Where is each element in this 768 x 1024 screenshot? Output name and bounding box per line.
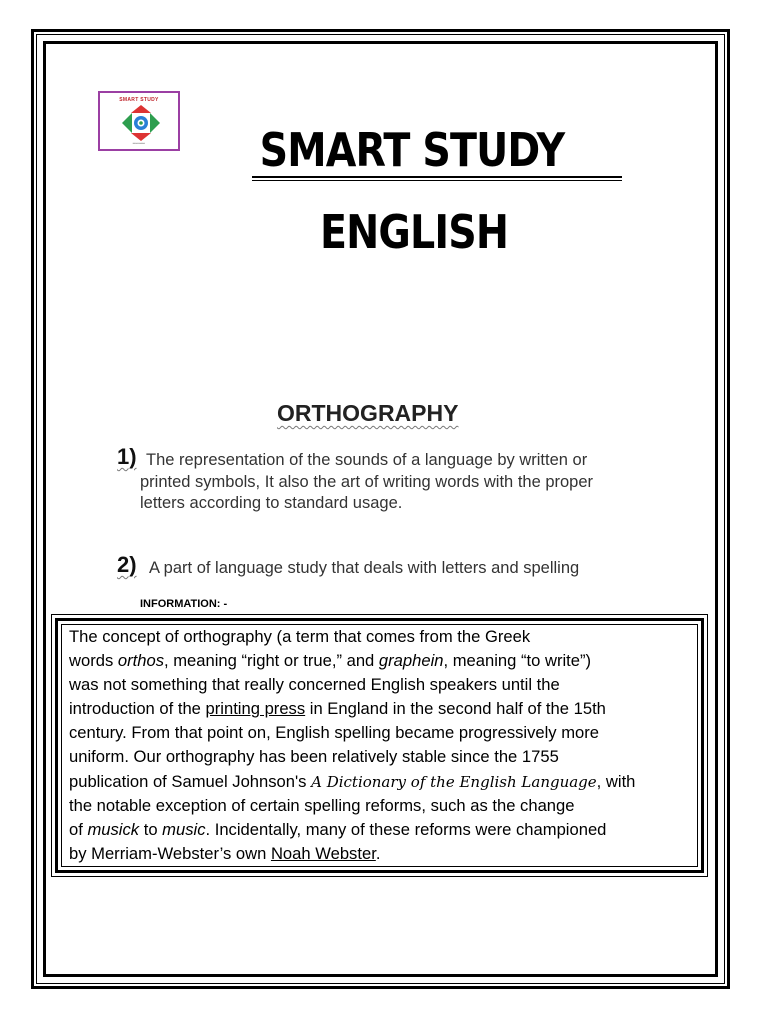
page-title: SMART STUDY	[259, 123, 565, 177]
printing-press-link[interactable]: printing press	[205, 699, 306, 719]
info-line: by Merriam-Webster’s own Noah Webster.	[69, 843, 381, 863]
topic-heading: ORTHOGRAPHY	[277, 400, 459, 426]
info-line: was not something that really concerned English speakers until the	[69, 675, 560, 695]
definition-1-text	[140, 450, 680, 515]
dictionary-title: A Dictionary of the English Language	[311, 772, 597, 791]
info-line: uniform. Our orthography has been relatively stable since the 1755	[69, 747, 559, 767]
info-line: the notable exception of certain spelling reforms, such as the change	[69, 795, 575, 815]
definition-1-line: The representation of the sounds of a language by written or	[146, 451, 588, 469]
greek-word-orthos: orthos	[117, 651, 164, 671]
title-underline-thin	[252, 180, 622, 181]
info-line: words orthos, meaning “right or true,” and graphein, meaning “to write”)	[69, 651, 592, 671]
noah-webster-link[interactable]: Noah Webster	[270, 843, 376, 863]
definition-2-number: 2)	[117, 552, 137, 577]
info-line: The concept of orthography (a term that comes from the Greek	[69, 627, 531, 646]
logo-emblem-icon	[120, 103, 162, 143]
smart-study-logo	[98, 91, 180, 151]
title-underline	[252, 176, 622, 178]
subject-heading: ENGLISH	[320, 205, 509, 259]
definition-1-number: 1)	[117, 444, 137, 469]
information-paragraph	[69, 625, 689, 866]
definition-1-line: letters according to standard usage.	[140, 494, 403, 512]
word-musick: musick	[87, 819, 140, 839]
logo-text: SMART STUDY	[119, 97, 159, 103]
information-label: INFORMATION: -	[140, 598, 228, 610]
info-line: introduction of the printing press in England in the second half of the 15th	[69, 699, 606, 719]
info-line: publication of Samuel Johnson's A Dictionary of the English Language, with	[69, 771, 636, 791]
word-music: music	[162, 819, 206, 839]
logo-tagline: ▪▪▪▪▪▪▪▪▪▪▪▪▪▪	[132, 142, 146, 145]
definition-1-line: printed symbols, It also the art of writing words with the proper	[140, 472, 594, 491]
info-line: century. From that point on, English spelling became progressively more	[69, 723, 600, 743]
info-line: of musick to music. Incidentally, many of these reforms were championed	[69, 819, 607, 839]
definition-2-text: A part of language study that deals with letters and spelling	[149, 559, 580, 577]
greek-word-graphein: graphein	[378, 651, 444, 671]
